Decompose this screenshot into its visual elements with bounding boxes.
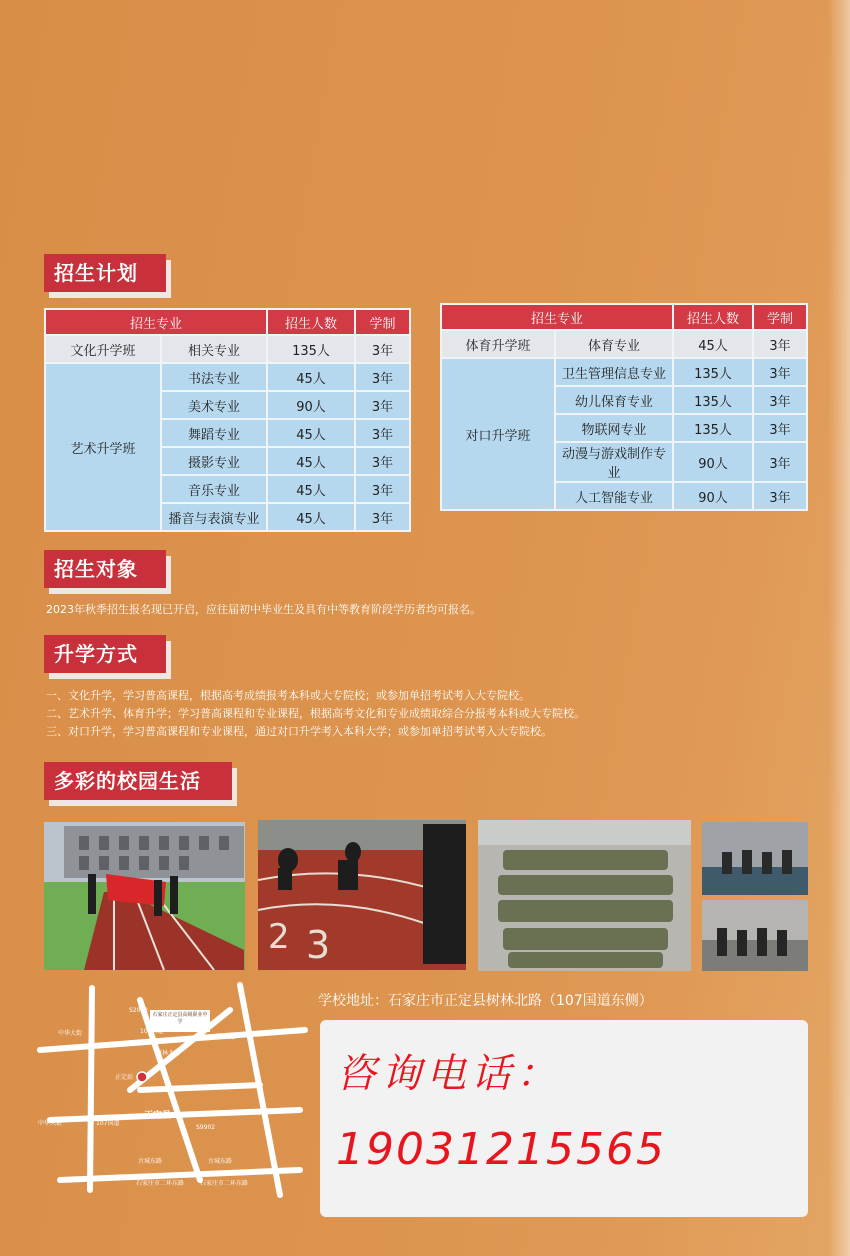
map-label-s9902-bottom: S9902 [196, 1124, 216, 1131]
method-line-3: 三、对口升学，学习普高课程和专业课程，通过对口升学考入本科大学；或参加单招考试考入大专院校。 [46, 725, 552, 738]
th-major: 招生专业 [441, 304, 673, 330]
years-cell: 3年 [355, 391, 410, 419]
major-cell: 物联网专业 [555, 414, 673, 442]
map-label-erhuan-1: 石家庄市二环东路 [136, 1180, 185, 1187]
map-label-erhuan-2: 石家庄市二环东路 [200, 1180, 249, 1187]
major-cell: 动漫与游戏制作专业 [555, 442, 673, 482]
count-cell: 45人 [267, 475, 355, 503]
th-years: 学制 [753, 304, 807, 330]
map-label-g107-top: 107国道 [140, 1028, 164, 1035]
th-years: 学制 [355, 309, 410, 335]
major-cell: 摄影专业 [161, 447, 267, 475]
map-label-zhonghua-s: 中华大街 [38, 1120, 63, 1127]
target-text: 2023年秋季招生报名现已开启，应往届初中毕业生及具有中等教育阶段学历者均可报名。 [46, 603, 481, 616]
section-title-method-label: 升学方式 [44, 635, 166, 673]
map-label-shulin: 树林北路 [156, 1050, 181, 1057]
plan-table-left [44, 308, 411, 532]
count-cell: 90人 [673, 482, 753, 510]
count-cell: 45人 [673, 330, 753, 358]
map-label-zhengding: 正定县 [144, 1111, 172, 1121]
major-cell: 卫生管理信息专业 [555, 358, 673, 386]
years-cell: 3年 [355, 363, 410, 391]
th-major: 招生专业 [45, 309, 267, 335]
section-title-method [44, 635, 166, 673]
years-cell: 3年 [753, 442, 807, 482]
count-cell: 135人 [267, 335, 355, 363]
count-cell: 135人 [673, 386, 753, 414]
years-cell: 3年 [753, 386, 807, 414]
contact-card [320, 1020, 808, 1217]
map-label-school: 石家庄正定县高级职业中学 [152, 1012, 208, 1025]
section-title-campus-label: 多彩的校园生活 [44, 762, 232, 800]
map-label-zhengding-zhan: 正定站 [115, 1074, 134, 1081]
section-title-plan [44, 254, 166, 292]
count-cell: 135人 [673, 414, 753, 442]
major-cell: 相关专业 [161, 335, 267, 363]
section-title-campus [44, 762, 232, 800]
class-cell: 体育升学班 [441, 330, 555, 358]
map-label-s2002: S2002 [129, 1007, 149, 1014]
major-cell: 人工智能专业 [555, 482, 673, 510]
count-cell: 45人 [267, 363, 355, 391]
map-label-guchengxi: 古城东路 [208, 1158, 233, 1165]
years-cell: 3年 [753, 414, 807, 442]
years-cell: 3年 [753, 330, 807, 358]
method-line-1: 一、文化升学，学习普高课程，根据高考成绩报考本科或大专院校；或参加单招考试考入大专院校。 [46, 689, 530, 702]
photo-students-outdoor-2 [702, 900, 808, 971]
svg-text:3: 3 [306, 923, 331, 967]
group-cell: 艺术升学班 [45, 363, 161, 531]
count-cell: 45人 [267, 447, 355, 475]
count-cell: 45人 [267, 419, 355, 447]
school-address: 学校地址：石家庄市正定县树林北路（107国道东侧） [318, 993, 653, 1009]
group-cell: 对口升学班 [441, 358, 555, 510]
major-cell: 幼儿保育专业 [555, 386, 673, 414]
photo-students-outdoor-1 [702, 822, 808, 895]
photo-flag-parade [44, 822, 245, 970]
count-cell: 90人 [673, 442, 753, 482]
years-cell: 3年 [355, 419, 410, 447]
years-cell: 3年 [355, 335, 410, 363]
th-count: 招生人数 [673, 304, 753, 330]
map-label-zhonghua-n: 中华大街 [58, 1030, 83, 1037]
years-cell: 3年 [355, 475, 410, 503]
map-label-g107-bottom: 107国道 [96, 1120, 120, 1127]
major-cell: 播音与表演专业 [161, 503, 267, 531]
count-cell: 90人 [267, 391, 355, 419]
years-cell: 3年 [753, 482, 807, 510]
major-cell: 音乐专业 [161, 475, 267, 503]
phone-number[interactable]: 19031215565 [336, 1124, 666, 1175]
major-cell: 书法专业 [161, 363, 267, 391]
plan-table-right [440, 303, 808, 511]
section-title-target-label: 招生对象 [44, 550, 166, 588]
years-cell: 3年 [355, 447, 410, 475]
class-cell: 文化升学班 [45, 335, 161, 363]
photo-group-students [478, 820, 691, 971]
method-line-2: 二、艺术升学、体育升学；学习普高课程和专业课程，根据高考文化和专业成绩取综合分报考本科或大专院校。 [46, 707, 585, 720]
major-cell: 美术专业 [161, 391, 267, 419]
years-cell: 3年 [753, 358, 807, 386]
svg-text:2: 2 [268, 917, 290, 957]
phone-label: 咨询电话： [336, 1051, 561, 1097]
section-title-plan-label: 招生计划 [44, 254, 166, 292]
section-title-target [44, 550, 166, 588]
years-cell: 3年 [355, 503, 410, 531]
count-cell: 135人 [673, 358, 753, 386]
map-label-s9902-top: S9902 [216, 1034, 236, 1041]
photo-running-track [258, 820, 466, 970]
map-label-guchengdong: 古城东路 [138, 1158, 163, 1165]
major-cell: 舞蹈专业 [161, 419, 267, 447]
th-count: 招生人数 [267, 309, 355, 335]
count-cell: 45人 [267, 503, 355, 531]
major-cell: 体育专业 [555, 330, 673, 358]
